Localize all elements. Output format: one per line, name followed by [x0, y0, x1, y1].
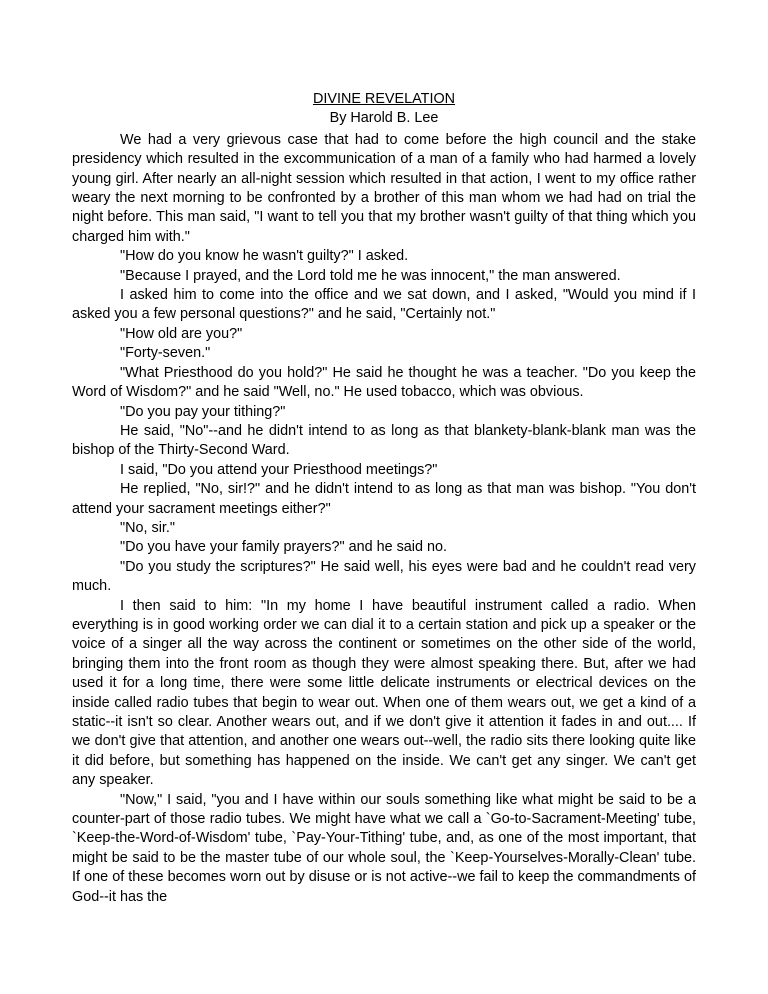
paragraph: "Now," I said, "you and I have within our souls something like what might be said to be a counter-part of those radio tubes. We might have what we call a `Go-to-Sacrament-Meeting' tube, `Keep-the-Word-of-Wisdom' tube, `Pay-Your-Tithing' tube, and, as one of the most important, that might be said to be the master tube of our whole soul, the `Keep-Yourselves-Morally-Clean' tube. If one of these becomes worn out by disuse or is not active--we fail to keep the commandments of God--it has the	[72, 791, 696, 905]
paragraph: He said, "No"--and he didn't intend to as long as that blankety-blank-blank man was the bishop of the Thirty-Second Ward.	[72, 422, 696, 459]
paragraph: I asked him to come into the office and we sat down, and I asked, "Would you mind if I asked you a few personal questions?" and he said, "Certainly not."	[72, 287, 696, 323]
paragraph: I said, "Do you attend your Priesthood meetings?"	[120, 461, 438, 478]
paragraph: "No, sir."	[120, 519, 175, 536]
document-byline: By Harold B. Lee	[329, 110, 439, 127]
paragraph: He replied, "No, sir!?" and he didn't intend to as long as that man was bishop. "You don't attend your sacrament meetings either?"	[72, 481, 696, 517]
paragraph: "What Priesthood do you hold?" He said he thought he was a teacher. "Do you keep the Word of Wisdom?" and he said "Well, no." He used tobacco, which was obvious.	[72, 364, 696, 401]
paragraph: "Forty-seven."	[120, 345, 211, 362]
paragraph: We had a very grievous case that had to come before the high council and the stake presidency which resulted in the excommunication of a man of a family who had harmed a lovely young girl. After nearly an all-night session which resulted in that action, I went to my office rather weary the next morning to be confronted by a brother of this man whom we had had on trial the night before. This man said, "I want to tell you that my brother wasn't guilty of that thing which you charged him with."	[72, 131, 696, 245]
paragraph: "Do you pay your tithing?"	[120, 403, 286, 420]
document-body	[72, 131, 696, 907]
document-title: DIVINE REVELATION	[312, 91, 456, 107]
paragraph: "Do you study the scriptures?" He said well, his eyes were bad and he couldn't read very much.	[72, 558, 696, 595]
paragraph: "Do you have your family prayers?" and he said no.	[120, 539, 447, 556]
paragraph: "How do you know he wasn't guilty?" I asked.	[120, 248, 409, 265]
paragraph: "Because I prayed, and the Lord told me he was innocent," the man answered.	[120, 267, 621, 284]
document-page	[72, 90, 696, 907]
paragraph: "How old are you?"	[120, 325, 243, 342]
paragraph: I then said to him: "In my home I have beautiful instrument called a radio. When everything is in good working order we can dial it to a certain station and pick up a speaker or the voice of a singer all the way across the continent or sometimes on the other side of the world, bringing them into the front room as though they were almost speaking there. But, after we had used it for a long time, there were some little delicate instruments or electrical devices on the inside called radio tubes that begin to wear out. When one of them wears out, we get a kind of a static--it isn't so clear. Another wears out, and if we don't give it attention it fades in and out.... If we don't give that attention, and another one wears out--well, the radio sits there looking quite like it did before, but something has happened on the inside. We can't get any singer. We can't get any speaker.	[72, 597, 696, 789]
